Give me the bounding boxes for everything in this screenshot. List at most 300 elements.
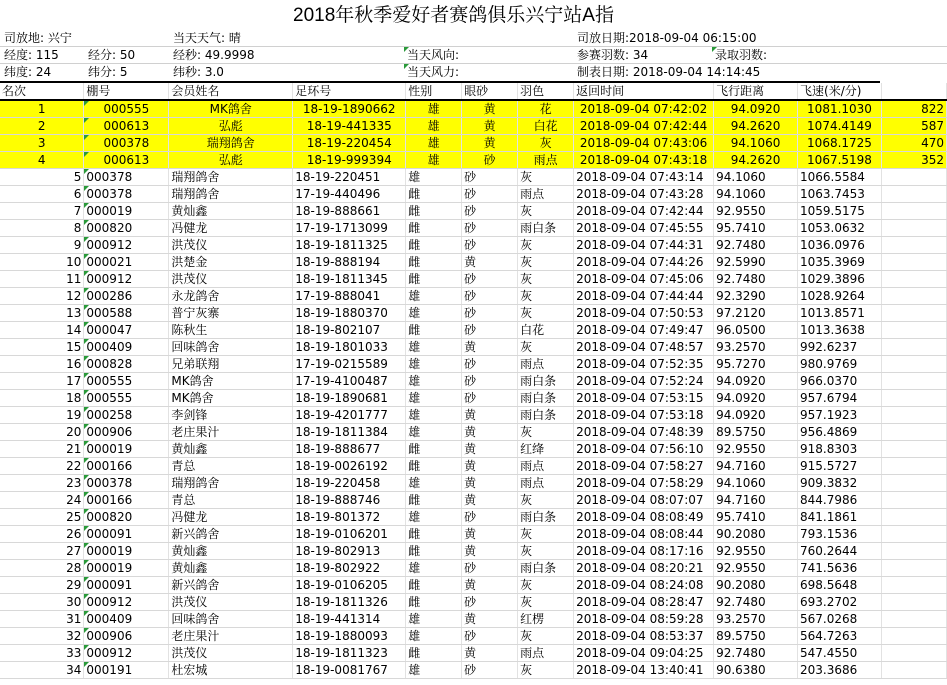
loft-cell[interactable]: 000906 — [84, 424, 169, 441]
speed-cell[interactable]: 567.0268 — [798, 611, 882, 628]
return-time-cell[interactable]: 2018-09-04 07:56:10 — [574, 441, 714, 458]
feather-cell[interactable]: 灰 — [518, 594, 574, 611]
header-sex[interactable]: 性别 — [406, 83, 462, 100]
loft-cell[interactable]: 000555 — [84, 390, 169, 407]
speed-cell[interactable]: 564.7263 — [798, 628, 882, 645]
extra-cell[interactable] — [881, 322, 946, 339]
eye-cell[interactable]: 砂 — [462, 220, 518, 237]
made-date[interactable]: 制表日期: 2018-09-04 14:14:45 — [577, 65, 761, 79]
return-time-cell[interactable]: 2018-09-04 08:24:08 — [574, 577, 714, 594]
sex-cell[interactable]: 雌 — [406, 492, 462, 509]
speed-cell[interactable]: 980.9769 — [798, 356, 882, 373]
ring-cell[interactable]: 18-19-0026192 — [293, 458, 406, 475]
distance-cell[interactable]: 94.0920 — [714, 100, 798, 118]
member-name-cell[interactable]: 黄灿鑫 — [169, 441, 293, 458]
distance-cell[interactable]: 94.7160 — [714, 492, 798, 509]
header-eye[interactable]: 眼砂 — [462, 83, 518, 100]
eye-cell[interactable]: 黄 — [462, 339, 518, 356]
loft-cell[interactable]: 000191 — [84, 662, 169, 679]
speed-cell[interactable]: 1067.5198 — [798, 152, 882, 169]
sex-cell[interactable]: 雌 — [406, 458, 462, 475]
speed-cell[interactable]: 1059.5175 — [798, 203, 882, 220]
member-name-cell[interactable]: 冯健龙 — [169, 220, 293, 237]
header-distance[interactable]: 飞行距离 — [714, 83, 798, 100]
eye-cell[interactable]: 黄 — [462, 441, 518, 458]
header-extra[interactable] — [881, 83, 946, 100]
speed-cell[interactable]: 1066.5584 — [798, 169, 882, 186]
return-time-cell[interactable]: 2018-09-04 07:48:39 — [574, 424, 714, 441]
rank-cell[interactable]: 28 — [0, 560, 84, 577]
feather-cell[interactable]: 红楞 — [518, 611, 574, 628]
distance-cell[interactable]: 90.2080 — [714, 526, 798, 543]
member-name-cell[interactable]: 老庄果汁 — [169, 628, 293, 645]
loft-cell[interactable]: 000828 — [84, 356, 169, 373]
ring-cell[interactable]: 17-19-888041 — [293, 288, 406, 305]
member-name-cell[interactable]: 冯健龙 — [169, 509, 293, 526]
speed-cell[interactable]: 957.1923 — [798, 407, 882, 424]
return-time-cell[interactable]: 2018-09-04 13:40:41 — [574, 662, 714, 679]
extra-cell[interactable] — [881, 424, 946, 441]
eye-cell[interactable]: 黄 — [462, 458, 518, 475]
speed-cell[interactable]: 1063.7453 — [798, 186, 882, 203]
speed-cell[interactable]: 547.4550 — [798, 645, 882, 662]
sex-cell[interactable]: 雌 — [406, 271, 462, 288]
extra-cell[interactable] — [881, 356, 946, 373]
eye-cell[interactable]: 黄 — [462, 254, 518, 271]
loft-cell[interactable]: 000409 — [84, 339, 169, 356]
header-member-name[interactable]: 会员姓名 — [169, 83, 293, 100]
loft-cell[interactable]: 000588 — [84, 305, 169, 322]
loft-cell[interactable]: 000378 — [84, 135, 169, 152]
sex-cell[interactable]: 雌 — [406, 526, 462, 543]
return-time-cell[interactable]: 2018-09-04 07:45:06 — [574, 271, 714, 288]
member-name-cell[interactable]: 洪茂仪 — [169, 271, 293, 288]
return-time-cell[interactable]: 2018-09-04 08:28:47 — [574, 594, 714, 611]
extra-cell[interactable] — [881, 475, 946, 492]
feather-cell[interactable]: 灰 — [518, 288, 574, 305]
feather-cell[interactable]: 雨点 — [518, 356, 574, 373]
feather-cell[interactable]: 灰 — [518, 254, 574, 271]
distance-cell[interactable]: 89.5750 — [714, 424, 798, 441]
speed-cell[interactable]: 793.1536 — [798, 526, 882, 543]
eye-cell[interactable]: 砂 — [462, 322, 518, 339]
eye-cell[interactable]: 砂 — [462, 628, 518, 645]
ring-cell[interactable]: 18-19-802107 — [293, 322, 406, 339]
member-name-cell[interactable]: 洪茂仪 — [169, 594, 293, 611]
sex-cell[interactable]: 雄 — [406, 611, 462, 628]
speed-cell[interactable]: 841.1861 — [798, 509, 882, 526]
sex-cell[interactable]: 雄 — [406, 509, 462, 526]
eye-cell[interactable]: 砂 — [462, 271, 518, 288]
distance-cell[interactable]: 96.0500 — [714, 322, 798, 339]
member-name-cell[interactable]: 青总 — [169, 458, 293, 475]
sex-cell[interactable]: 雄 — [406, 407, 462, 424]
eye-cell[interactable]: 砂 — [462, 152, 518, 169]
eye-cell[interactable]: 砂 — [462, 288, 518, 305]
return-time-cell[interactable]: 2018-09-04 07:44:26 — [574, 254, 714, 271]
member-name-cell[interactable]: 瑞翔鸽舍 — [169, 169, 293, 186]
header-rank[interactable]: 名次 — [0, 83, 84, 100]
distance-cell[interactable]: 94.1060 — [714, 475, 798, 492]
distance-cell[interactable]: 92.9550 — [714, 543, 798, 560]
ring-cell[interactable]: 17-19-4100487 — [293, 373, 406, 390]
header-loft[interactable]: 棚号 — [84, 83, 169, 100]
feather-cell[interactable]: 灰 — [518, 237, 574, 254]
ring-cell[interactable]: 18-19-220454 — [293, 135, 406, 152]
extra-cell[interactable] — [881, 526, 946, 543]
speed-cell[interactable]: 693.2702 — [798, 594, 882, 611]
feather-cell[interactable]: 灰 — [518, 271, 574, 288]
rank-cell[interactable]: 9 — [0, 237, 84, 254]
wind-force[interactable]: 当天风力: — [407, 65, 460, 79]
return-time-cell[interactable]: 2018-09-04 07:44:44 — [574, 288, 714, 305]
sex-cell[interactable]: 雄 — [406, 288, 462, 305]
release-place[interactable]: 司放地: 兴宁 — [4, 31, 72, 45]
speed-cell[interactable]: 966.0370 — [798, 373, 882, 390]
sex-cell[interactable]: 雄 — [406, 373, 462, 390]
member-name-cell[interactable]: 黄灿鑫 — [169, 543, 293, 560]
feather-cell[interactable]: 灰 — [518, 492, 574, 509]
ring-cell[interactable]: 18-19-1811325 — [293, 237, 406, 254]
member-name-cell[interactable]: 瑞翔鸽舍 — [169, 135, 293, 152]
distance-cell[interactable]: 94.2620 — [714, 152, 798, 169]
distance-cell[interactable]: 89.5750 — [714, 628, 798, 645]
ring-cell[interactable]: 18-19-0106201 — [293, 526, 406, 543]
loft-cell[interactable]: 000613 — [84, 118, 169, 135]
rank-cell[interactable]: 4 — [0, 152, 84, 169]
member-name-cell[interactable]: 洪茂仪 — [169, 645, 293, 662]
feather-cell[interactable]: 白花 — [518, 322, 574, 339]
sex-cell[interactable]: 雄 — [406, 100, 462, 118]
sex-cell[interactable]: 雄 — [406, 628, 462, 645]
speed-cell[interactable]: 1053.0632 — [798, 220, 882, 237]
feather-cell[interactable]: 白花 — [518, 118, 574, 135]
rank-cell[interactable]: 31 — [0, 611, 84, 628]
longitude-degree[interactable]: 经度: 115 — [4, 48, 59, 62]
eye-cell[interactable]: 黄 — [462, 492, 518, 509]
feather-cell[interactable]: 红绛 — [518, 441, 574, 458]
release-date[interactable]: 司放日期:2018-09-04 06:15:00 — [577, 31, 757, 45]
eye-cell[interactable]: 黄 — [462, 407, 518, 424]
distance-cell[interactable]: 95.7270 — [714, 356, 798, 373]
eye-cell[interactable]: 砂 — [462, 169, 518, 186]
loft-cell[interactable]: 000091 — [84, 526, 169, 543]
return-time-cell[interactable]: 2018-09-04 07:42:02 — [574, 100, 714, 118]
distance-cell[interactable]: 92.7480 — [714, 271, 798, 288]
distance-cell[interactable]: 97.2120 — [714, 305, 798, 322]
loft-cell[interactable]: 000258 — [84, 407, 169, 424]
loft-cell[interactable]: 000378 — [84, 475, 169, 492]
longitude-second[interactable]: 经秒: 49.9998 — [173, 48, 255, 62]
rank-cell[interactable]: 1 — [0, 100, 84, 118]
extra-cell[interactable] — [881, 305, 946, 322]
feather-cell[interactable]: 灰 — [518, 305, 574, 322]
extra-cell[interactable] — [881, 288, 946, 305]
feather-cell[interactable]: 雨点 — [518, 458, 574, 475]
sex-cell[interactable]: 雄 — [406, 339, 462, 356]
loft-cell[interactable]: 000021 — [84, 254, 169, 271]
rank-cell[interactable]: 26 — [0, 526, 84, 543]
return-time-cell[interactable]: 2018-09-04 07:43:06 — [574, 135, 714, 152]
rank-cell[interactable]: 27 — [0, 543, 84, 560]
loft-cell[interactable]: 000409 — [84, 611, 169, 628]
member-name-cell[interactable]: 弘彪 — [169, 152, 293, 169]
rank-cell[interactable]: 15 — [0, 339, 84, 356]
member-name-cell[interactable]: MK鸽舍 — [169, 373, 293, 390]
ring-cell[interactable]: 18-19-4201777 — [293, 407, 406, 424]
wind-direction[interactable]: 当天风向: — [407, 48, 460, 62]
member-name-cell[interactable]: 永龙鸽舍 — [169, 288, 293, 305]
sex-cell[interactable]: 雄 — [406, 169, 462, 186]
rank-cell[interactable]: 6 — [0, 186, 84, 203]
distance-cell[interactable]: 92.7480 — [714, 645, 798, 662]
speed-cell[interactable]: 909.3832 — [798, 475, 882, 492]
ring-cell[interactable]: 18-19-441335 — [293, 118, 406, 135]
ring-cell[interactable]: 18-19-220451 — [293, 169, 406, 186]
eye-cell[interactable]: 黄 — [462, 475, 518, 492]
member-name-cell[interactable]: 普宁灰寨 — [169, 305, 293, 322]
distance-cell[interactable]: 92.7480 — [714, 237, 798, 254]
return-time-cell[interactable]: 2018-09-04 08:07:07 — [574, 492, 714, 509]
distance-cell[interactable]: 92.5990 — [714, 254, 798, 271]
speed-cell[interactable]: 760.2644 — [798, 543, 882, 560]
feather-cell[interactable]: 灰 — [518, 169, 574, 186]
ring-cell[interactable]: 18-19-441314 — [293, 611, 406, 628]
longitude-minute[interactable]: 经分: 50 — [88, 48, 136, 62]
eye-cell[interactable]: 砂 — [462, 662, 518, 679]
eye-cell[interactable]: 砂 — [462, 390, 518, 407]
distance-cell[interactable]: 95.7410 — [714, 509, 798, 526]
prize-count[interactable]: 录取羽数: — [715, 48, 768, 62]
distance-cell[interactable]: 94.1060 — [714, 169, 798, 186]
return-time-cell[interactable]: 2018-09-04 08:08:49 — [574, 509, 714, 526]
sex-cell[interactable]: 雄 — [406, 475, 462, 492]
extra-cell[interactable] — [881, 509, 946, 526]
speed-cell[interactable]: 918.8303 — [798, 441, 882, 458]
member-name-cell[interactable]: 青总 — [169, 492, 293, 509]
rank-cell[interactable]: 18 — [0, 390, 84, 407]
eye-cell[interactable]: 砂 — [462, 203, 518, 220]
distance-cell[interactable]: 94.1060 — [714, 186, 798, 203]
ring-cell[interactable]: 18-19-801372 — [293, 509, 406, 526]
rank-cell[interactable]: 12 — [0, 288, 84, 305]
return-time-cell[interactable]: 2018-09-04 08:20:21 — [574, 560, 714, 577]
sex-cell[interactable]: 雌 — [406, 186, 462, 203]
loft-cell[interactable]: 000555 — [84, 373, 169, 390]
return-time-cell[interactable]: 2018-09-04 07:53:15 — [574, 390, 714, 407]
loft-cell[interactable]: 000019 — [84, 543, 169, 560]
extra-cell[interactable]: 822 — [881, 100, 946, 118]
eye-cell[interactable]: 黄 — [462, 577, 518, 594]
distance-cell[interactable]: 90.6380 — [714, 662, 798, 679]
feather-cell[interactable]: 花 — [518, 100, 574, 118]
extra-cell[interactable] — [881, 373, 946, 390]
rank-cell[interactable]: 22 — [0, 458, 84, 475]
rank-cell[interactable]: 32 — [0, 628, 84, 645]
extra-cell[interactable] — [881, 441, 946, 458]
sex-cell[interactable]: 雄 — [406, 305, 462, 322]
rank-cell[interactable]: 11 — [0, 271, 84, 288]
loft-cell[interactable]: 000906 — [84, 628, 169, 645]
rank-cell[interactable]: 29 — [0, 577, 84, 594]
feather-cell[interactable]: 雨白条 — [518, 390, 574, 407]
ring-cell[interactable]: 18-19-1890662 — [293, 100, 406, 118]
return-time-cell[interactable]: 2018-09-04 07:50:53 — [574, 305, 714, 322]
loft-cell[interactable]: 000555 — [84, 100, 169, 118]
speed-cell[interactable]: 992.6237 — [798, 339, 882, 356]
sex-cell[interactable]: 雌 — [406, 543, 462, 560]
return-time-cell[interactable]: 2018-09-04 07:58:29 — [574, 475, 714, 492]
extra-cell[interactable] — [881, 577, 946, 594]
loft-cell[interactable]: 000912 — [84, 237, 169, 254]
weather[interactable]: 当天天气: 晴 — [173, 31, 241, 45]
ring-cell[interactable]: 18-19-1811384 — [293, 424, 406, 441]
latitude-second[interactable]: 纬秒: 3.0 — [173, 65, 224, 79]
distance-cell[interactable]: 92.7480 — [714, 594, 798, 611]
eye-cell[interactable]: 黄 — [462, 543, 518, 560]
feather-cell[interactable]: 灰 — [518, 526, 574, 543]
distance-cell[interactable]: 94.2620 — [714, 118, 798, 135]
rank-cell[interactable]: 34 — [0, 662, 84, 679]
member-name-cell[interactable]: MK鸽舍 — [169, 100, 293, 118]
extra-cell[interactable] — [881, 492, 946, 509]
ring-cell[interactable]: 17-19-440496 — [293, 186, 406, 203]
loft-cell[interactable]: 000019 — [84, 560, 169, 577]
header-ring[interactable]: 足环号 — [293, 83, 406, 100]
eye-cell[interactable]: 黄 — [462, 135, 518, 152]
return-time-cell[interactable]: 2018-09-04 07:45:55 — [574, 220, 714, 237]
extra-cell[interactable] — [881, 407, 946, 424]
loft-cell[interactable]: 000378 — [84, 169, 169, 186]
ring-cell[interactable]: 17-19-1713099 — [293, 220, 406, 237]
feather-cell[interactable]: 雨点 — [518, 645, 574, 662]
sex-cell[interactable]: 雄 — [406, 118, 462, 135]
header-feather[interactable]: 羽色 — [518, 83, 574, 100]
latitude-minute[interactable]: 纬分: 5 — [88, 65, 128, 79]
ring-cell[interactable]: 17-19-0215589 — [293, 356, 406, 373]
return-time-cell[interactable]: 2018-09-04 07:42:44 — [574, 118, 714, 135]
loft-cell[interactable]: 000613 — [84, 152, 169, 169]
ring-cell[interactable]: 18-19-0081767 — [293, 662, 406, 679]
rank-cell[interactable]: 8 — [0, 220, 84, 237]
return-time-cell[interactable]: 2018-09-04 07:58:27 — [574, 458, 714, 475]
eye-cell[interactable]: 黄 — [462, 611, 518, 628]
loft-cell[interactable]: 000091 — [84, 577, 169, 594]
speed-cell[interactable]: 956.4869 — [798, 424, 882, 441]
entries-count[interactable]: 参赛羽数: 34 — [577, 48, 649, 62]
feather-cell[interactable]: 雨点 — [518, 186, 574, 203]
member-name-cell[interactable]: 弘彪 — [169, 118, 293, 135]
distance-cell[interactable]: 93.2570 — [714, 339, 798, 356]
rank-cell[interactable]: 25 — [0, 509, 84, 526]
feather-cell[interactable]: 雨白条 — [518, 509, 574, 526]
return-time-cell[interactable]: 2018-09-04 08:17:16 — [574, 543, 714, 560]
loft-cell[interactable]: 000047 — [84, 322, 169, 339]
extra-cell[interactable] — [881, 594, 946, 611]
member-name-cell[interactable]: 新兴鸽舍 — [169, 577, 293, 594]
return-time-cell[interactable]: 2018-09-04 07:43:18 — [574, 152, 714, 169]
ring-cell[interactable]: 18-19-888194 — [293, 254, 406, 271]
rank-cell[interactable]: 14 — [0, 322, 84, 339]
sex-cell[interactable]: 雌 — [406, 237, 462, 254]
feather-cell[interactable]: 雨白条 — [518, 560, 574, 577]
ring-cell[interactable]: 18-19-1880093 — [293, 628, 406, 645]
distance-cell[interactable]: 92.9550 — [714, 203, 798, 220]
distance-cell[interactable]: 92.9550 — [714, 560, 798, 577]
return-time-cell[interactable]: 2018-09-04 07:42:44 — [574, 203, 714, 220]
ring-cell[interactable]: 18-19-1890681 — [293, 390, 406, 407]
member-name-cell[interactable]: 回味鸽舍 — [169, 339, 293, 356]
feather-cell[interactable]: 雨点 — [518, 152, 574, 169]
feather-cell[interactable]: 灰 — [518, 203, 574, 220]
return-time-cell[interactable]: 2018-09-04 08:53:37 — [574, 628, 714, 645]
extra-cell[interactable] — [881, 203, 946, 220]
feather-cell[interactable]: 雨白条 — [518, 220, 574, 237]
loft-cell[interactable]: 000820 — [84, 220, 169, 237]
member-name-cell[interactable]: 洪楚金 — [169, 254, 293, 271]
ring-cell[interactable]: 18-19-888746 — [293, 492, 406, 509]
member-name-cell[interactable]: 回味鸽舍 — [169, 611, 293, 628]
speed-cell[interactable]: 915.5727 — [798, 458, 882, 475]
ring-cell[interactable]: 18-19-802913 — [293, 543, 406, 560]
return-time-cell[interactable]: 2018-09-04 08:08:44 — [574, 526, 714, 543]
speed-cell[interactable]: 1013.8571 — [798, 305, 882, 322]
distance-cell[interactable]: 92.3290 — [714, 288, 798, 305]
extra-cell[interactable] — [881, 339, 946, 356]
speed-cell[interactable]: 957.6794 — [798, 390, 882, 407]
sex-cell[interactable]: 雄 — [406, 390, 462, 407]
sex-cell[interactable]: 雌 — [406, 203, 462, 220]
extra-cell[interactable] — [881, 628, 946, 645]
rank-cell[interactable]: 10 — [0, 254, 84, 271]
extra-cell[interactable]: 587 — [881, 118, 946, 135]
feather-cell[interactable]: 灰 — [518, 424, 574, 441]
member-name-cell[interactable]: 杜宏城 — [169, 662, 293, 679]
eye-cell[interactable]: 砂 — [462, 373, 518, 390]
extra-cell[interactable]: 470 — [881, 135, 946, 152]
rank-cell[interactable]: 17 — [0, 373, 84, 390]
distance-cell[interactable]: 93.2570 — [714, 611, 798, 628]
ring-cell[interactable]: 18-19-1811326 — [293, 594, 406, 611]
sex-cell[interactable]: 雄 — [406, 135, 462, 152]
feather-cell[interactable]: 灰 — [518, 339, 574, 356]
sex-cell[interactable]: 雄 — [406, 152, 462, 169]
eye-cell[interactable]: 黄 — [462, 645, 518, 662]
eye-cell[interactable]: 黄 — [462, 118, 518, 135]
eye-cell[interactable]: 砂 — [462, 356, 518, 373]
extra-cell[interactable] — [881, 662, 946, 679]
sex-cell[interactable]: 雄 — [406, 560, 462, 577]
eye-cell[interactable]: 黄 — [462, 526, 518, 543]
sex-cell[interactable]: 雌 — [406, 441, 462, 458]
member-name-cell[interactable]: 瑞翔鸽舍 — [169, 186, 293, 203]
sex-cell[interactable]: 雌 — [406, 220, 462, 237]
extra-cell[interactable] — [881, 390, 946, 407]
rank-cell[interactable]: 7 — [0, 203, 84, 220]
loft-cell[interactable]: 000286 — [84, 288, 169, 305]
return-time-cell[interactable]: 2018-09-04 07:52:35 — [574, 356, 714, 373]
sex-cell[interactable]: 雌 — [406, 594, 462, 611]
loft-cell[interactable]: 000166 — [84, 492, 169, 509]
member-name-cell[interactable]: 黄灿鑫 — [169, 203, 293, 220]
rank-cell[interactable]: 19 — [0, 407, 84, 424]
return-time-cell[interactable]: 2018-09-04 08:59:28 — [574, 611, 714, 628]
extra-cell[interactable] — [881, 254, 946, 271]
header-speed[interactable]: 飞速(米/分) — [798, 83, 882, 100]
rank-cell[interactable]: 5 — [0, 169, 84, 186]
member-name-cell[interactable]: 李剑锋 — [169, 407, 293, 424]
speed-cell[interactable]: 844.7986 — [798, 492, 882, 509]
